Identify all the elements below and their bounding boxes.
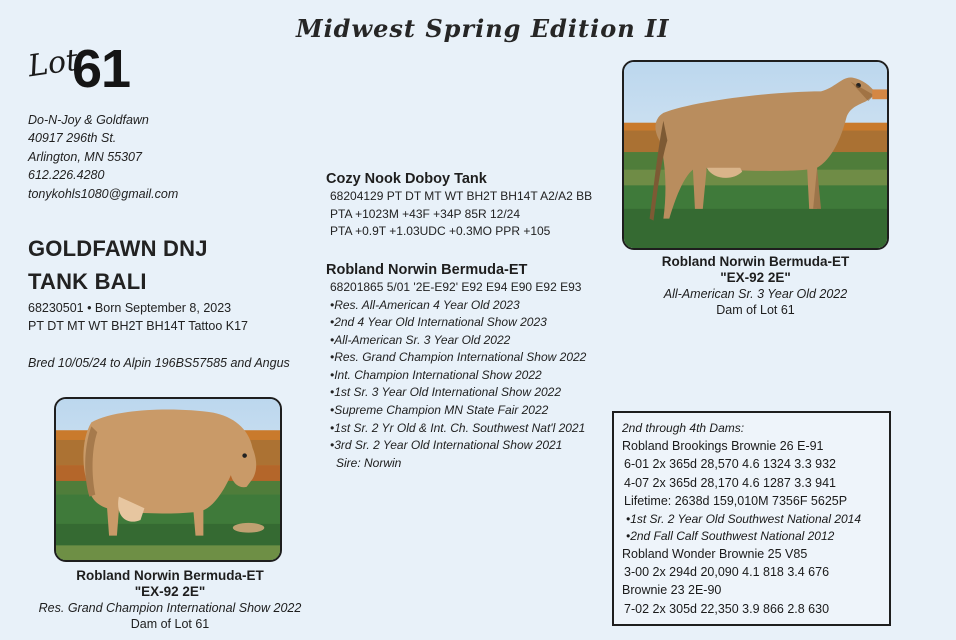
consignor-city: Arlington, MN 55307 bbox=[28, 149, 142, 164]
dam-achievement: •Res. All-American 4 Year Old 2023 bbox=[330, 297, 520, 312]
cow-photo-image bbox=[56, 399, 280, 560]
dam-line-1: 68201865 5/01 '2E-E92' E92 E94 E90 E92 E93 bbox=[330, 280, 582, 294]
dam2-lifetime: Lifetime: 2638d 159,010M 7356F 5625P bbox=[624, 494, 848, 509]
dam-achievement: •1st Sr. 2 Yr Old & Int. Ch. Southwest Nat'l 2021 bbox=[330, 420, 586, 435]
sire-line-3: PTA +0.9T +1.03UDC +0.3MO PPR +105 bbox=[330, 224, 551, 238]
dam-achievement: •Int. Champion International Show 2022 bbox=[330, 367, 542, 382]
caption-right-note: Dam of Lot 61 bbox=[716, 303, 795, 317]
dam-achievement: •2nd 4 Year Old International Show 2023 bbox=[330, 315, 547, 330]
dams-box bbox=[612, 411, 891, 626]
dam-achievement: •All-American Sr. 3 Year Old 2022 bbox=[330, 332, 511, 347]
dam-sire: Sire: Norwin bbox=[336, 455, 402, 470]
cow-photo-right bbox=[622, 60, 889, 250]
lot-number: 61 bbox=[72, 39, 131, 99]
animal-info bbox=[28, 300, 308, 335]
dam-achievement: •Res. Grand Champion International Show 2022 bbox=[330, 350, 587, 365]
edition-title: Midwest Spring Edition II bbox=[296, 14, 670, 43]
dam2-name: Robland Brookings Brownie 26 E-91 bbox=[622, 439, 824, 453]
caption-right bbox=[622, 254, 889, 318]
dam4-record-1: 7-02 2x 305d 22,350 3.9 866 2.8 630 bbox=[624, 601, 830, 616]
dam2-record-1: 6-01 2x 365d 28,570 4.6 1324 3.3 932 bbox=[624, 457, 836, 472]
dam2-award-1: •1st Sr. 2 Year Old Southwest National 2014 bbox=[626, 511, 862, 526]
dam-achievement: •Supreme Champion MN State Fair 2022 bbox=[330, 403, 549, 418]
animal-name bbox=[28, 232, 298, 298]
caption-left-note: Dam of Lot 61 bbox=[130, 617, 210, 631]
animal-name-line2: TANK BALI bbox=[28, 269, 147, 294]
cow-photo-left bbox=[54, 397, 282, 562]
caption-right-name: Robland Norwin Bermuda-ET bbox=[661, 254, 850, 269]
animal-registration: 68230501 • Born September 8, 2023 bbox=[28, 301, 232, 315]
dam-achievement: •3rd Sr. 2 Year Old International Show 2021 bbox=[330, 438, 563, 453]
cow-photo-image bbox=[624, 62, 887, 248]
caption-right-classification: "EX-92 2E" bbox=[720, 270, 791, 285]
sire-name: Cozy Nook Doboy Tank bbox=[326, 171, 487, 187]
consignor-phone: 612.226.4280 bbox=[28, 168, 105, 183]
caption-left bbox=[20, 568, 320, 632]
consignor-block bbox=[28, 111, 288, 203]
dam3-name: Robland Wonder Brownie 25 V85 bbox=[622, 546, 808, 561]
consignor-email: tonykohls1080@gmail.com bbox=[28, 186, 179, 201]
dams-box-title: 2nd through 4th Dams: bbox=[622, 421, 745, 435]
dam-block bbox=[326, 261, 626, 472]
animal-genetics: PT DT MT WT BH2T BH14T Tattoo K17 bbox=[28, 318, 248, 333]
consignor-address: 40917 296th St. bbox=[28, 131, 117, 146]
dam-name: Robland Norwin Bermuda-ET bbox=[326, 262, 528, 278]
caption-left-classification: "EX-92 2E" bbox=[134, 584, 206, 599]
dam-achievements bbox=[326, 297, 626, 455]
sire-line-1: 68204129 PT DT MT WT BH2T BH14T A2/A2 BB bbox=[330, 189, 593, 203]
animal-name-line1: GOLDFAWN DNJ bbox=[28, 236, 208, 261]
sire-block bbox=[326, 170, 616, 241]
sire-line-2: PTA +1023M +43F +34P 85R 12/24 bbox=[330, 206, 521, 221]
caption-left-award: Res. Grand Champion International Show 2022 bbox=[38, 601, 302, 615]
lot-word: Lot bbox=[25, 42, 81, 85]
consignor-name: Do-N-Joy & Goldfawn bbox=[28, 113, 149, 127]
dam2-award-2: •2nd Fall Calf Southwest National 2012 bbox=[626, 528, 835, 543]
dam2-record-2: 4-07 2x 365d 28,170 4.6 1287 3.3 941 bbox=[624, 475, 836, 490]
caption-left-name: Robland Norwin Bermuda-ET bbox=[76, 568, 264, 583]
dam3-record-1: 3-00 2x 294d 20,090 4.1 818 3.4 676 bbox=[624, 565, 830, 580]
dam-achievement: •1st Sr. 3 Year Old International Show 2022 bbox=[330, 385, 562, 400]
dam4-name: Brownie 23 2E-90 bbox=[622, 583, 722, 598]
bred-info: Bred 10/05/24 to Alpin 196BS57585 and Angus bbox=[28, 356, 290, 370]
caption-right-award: All-American Sr. 3 Year Old 2022 bbox=[663, 287, 848, 301]
